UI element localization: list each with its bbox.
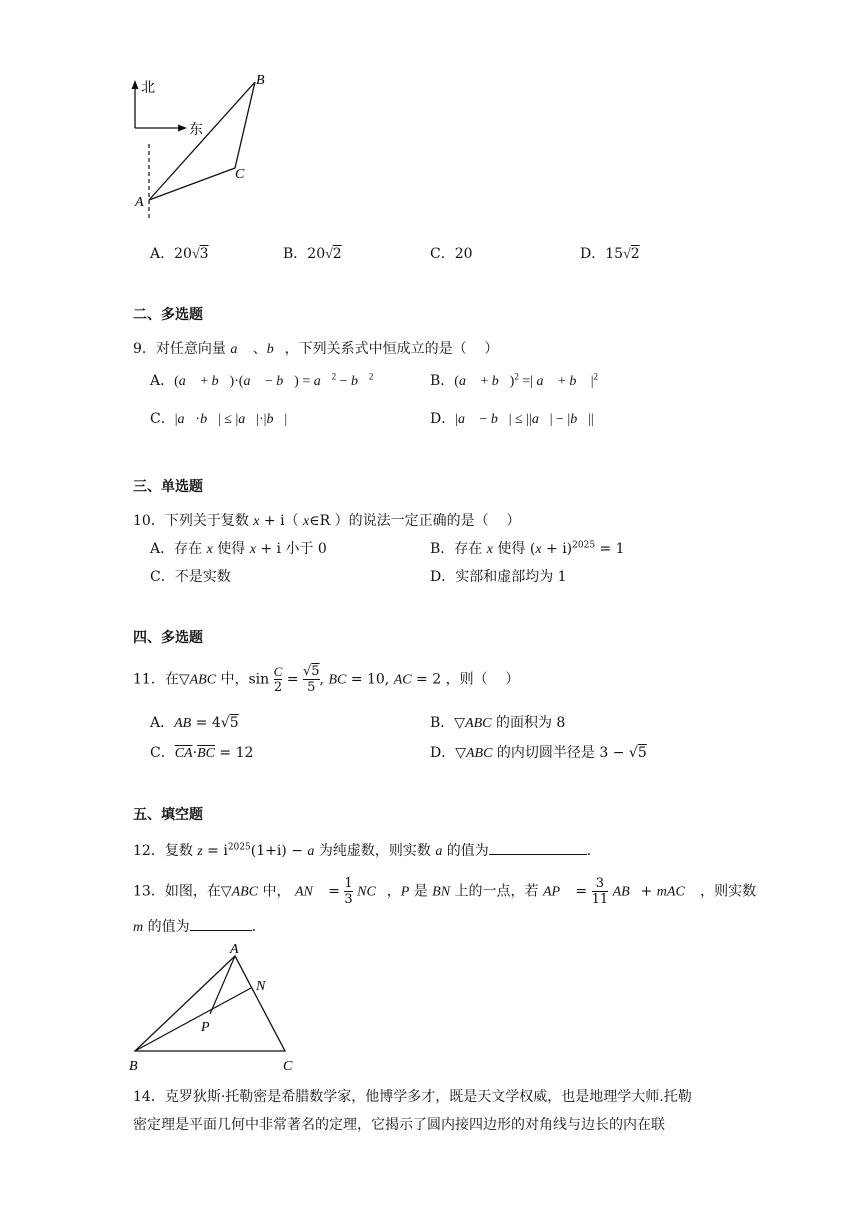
fig2-vertex-a: A	[230, 942, 239, 957]
fig2-vertex-c: C	[283, 1059, 293, 1074]
q11-option-a: A．AB = 4√5	[150, 715, 239, 731]
q8-option-b: B．20√2	[283, 246, 342, 262]
q8-option-d: D．15√2	[580, 246, 640, 262]
q14-line2: 密定理是平面几何中非常著名的定理，它揭示了圆内接四边形的对角线与边长的内在联	[133, 1117, 665, 1133]
q10-option-c: C．不是实数	[150, 569, 231, 585]
north-label: 北	[141, 81, 155, 96]
q9-stem: 9．对任意向量 a⃗ 、b⃗，下列关系式中恒成立的是（ ）	[133, 341, 499, 357]
east-label: 东	[189, 123, 203, 138]
q13-line1: 13．如图，在▽ABC 中， AN⃗ = $\frac{1}{3}$ NC⃗，P 是 BN 上的一点，若 AP⃗ = $\frac{3}{11}$ AB⃗+ mAC⃗ ，则实数	[133, 876, 757, 907]
q11-option-d: D．▽ABC 的内切圆半径是 3 − √5	[430, 745, 647, 761]
q10-option-d: D．实部和虚部均为 1	[430, 569, 567, 585]
q12-stem: 12．复数 $z = i^{2025}(1+i) - a$ 为纯虚数，则实数 a 的值为 .	[133, 840, 591, 860]
q11-option-c: C．$\overline{CA}\cdot\overline{BC} = 12$	[150, 745, 254, 761]
q10-stem: 10．下列关于复数 x + i（ x∈R ）的说法一定正确的是（ ）	[133, 513, 521, 529]
q14-line1: 14．克罗狄斯·托勒密是希腊数学家，他博学多才，既是天文学权威，也是地理学大师.托勒	[133, 1089, 692, 1105]
q9-option-c: C．|a⃗·b⃗| ≤ |a⃗|·|b⃗|	[150, 411, 288, 427]
section-heading-4: 四、多选题	[133, 630, 203, 646]
section-heading-3: 三、单选题	[133, 479, 203, 495]
q11-stem: 11．在▽ABC 中，sin $\frac{C}{2}$ = $\frac{√5}{5}$ , BC = 10, AC = 2 ，则（ ）	[133, 664, 520, 695]
q13-answer-blank[interactable]	[190, 916, 252, 931]
q11-option-b: B．▽ABC 的面积为 8	[430, 715, 566, 731]
q10-option-a: A．存在 x 使得 x + i 小于 0	[150, 541, 327, 557]
vertex-b-label: B	[256, 73, 265, 88]
q9-option-b: B．(a⃗ + b⃗)$^2$ =| a⃗ + b⃗ $|^2$	[430, 371, 599, 389]
q9-option-d: D．|a⃗ − b⃗| ≤ ||a⃗| − |b⃗||	[430, 411, 594, 427]
fig2-vertex-b: B	[129, 1059, 138, 1074]
section-heading-5: 五、填空题	[133, 807, 203, 823]
fig2-point-p: P	[201, 1020, 210, 1035]
q12-answer-blank[interactable]	[489, 840, 587, 855]
q8-option-c: C．20	[430, 246, 473, 262]
q9-option-a: A．(a⃗ + b⃗)·(a⃗ − b⃗) = a⃗$^2$ − b⃗$^2$	[150, 371, 374, 389]
q8-option-a: A．20√3	[150, 246, 209, 262]
q13-line2: m 的值为 .	[133, 916, 256, 936]
vertex-c-label: C	[235, 167, 245, 182]
bearing-figure	[125, 68, 275, 218]
triangle-figure	[125, 938, 305, 1078]
fig2-point-n: N	[256, 979, 266, 994]
vertex-a-label: A	[135, 195, 144, 210]
section-heading-2: 二、多选题	[133, 307, 203, 323]
q10-option-b: B．存在 x 使得 $(x + i)^{2025} = 1$	[430, 540, 625, 557]
